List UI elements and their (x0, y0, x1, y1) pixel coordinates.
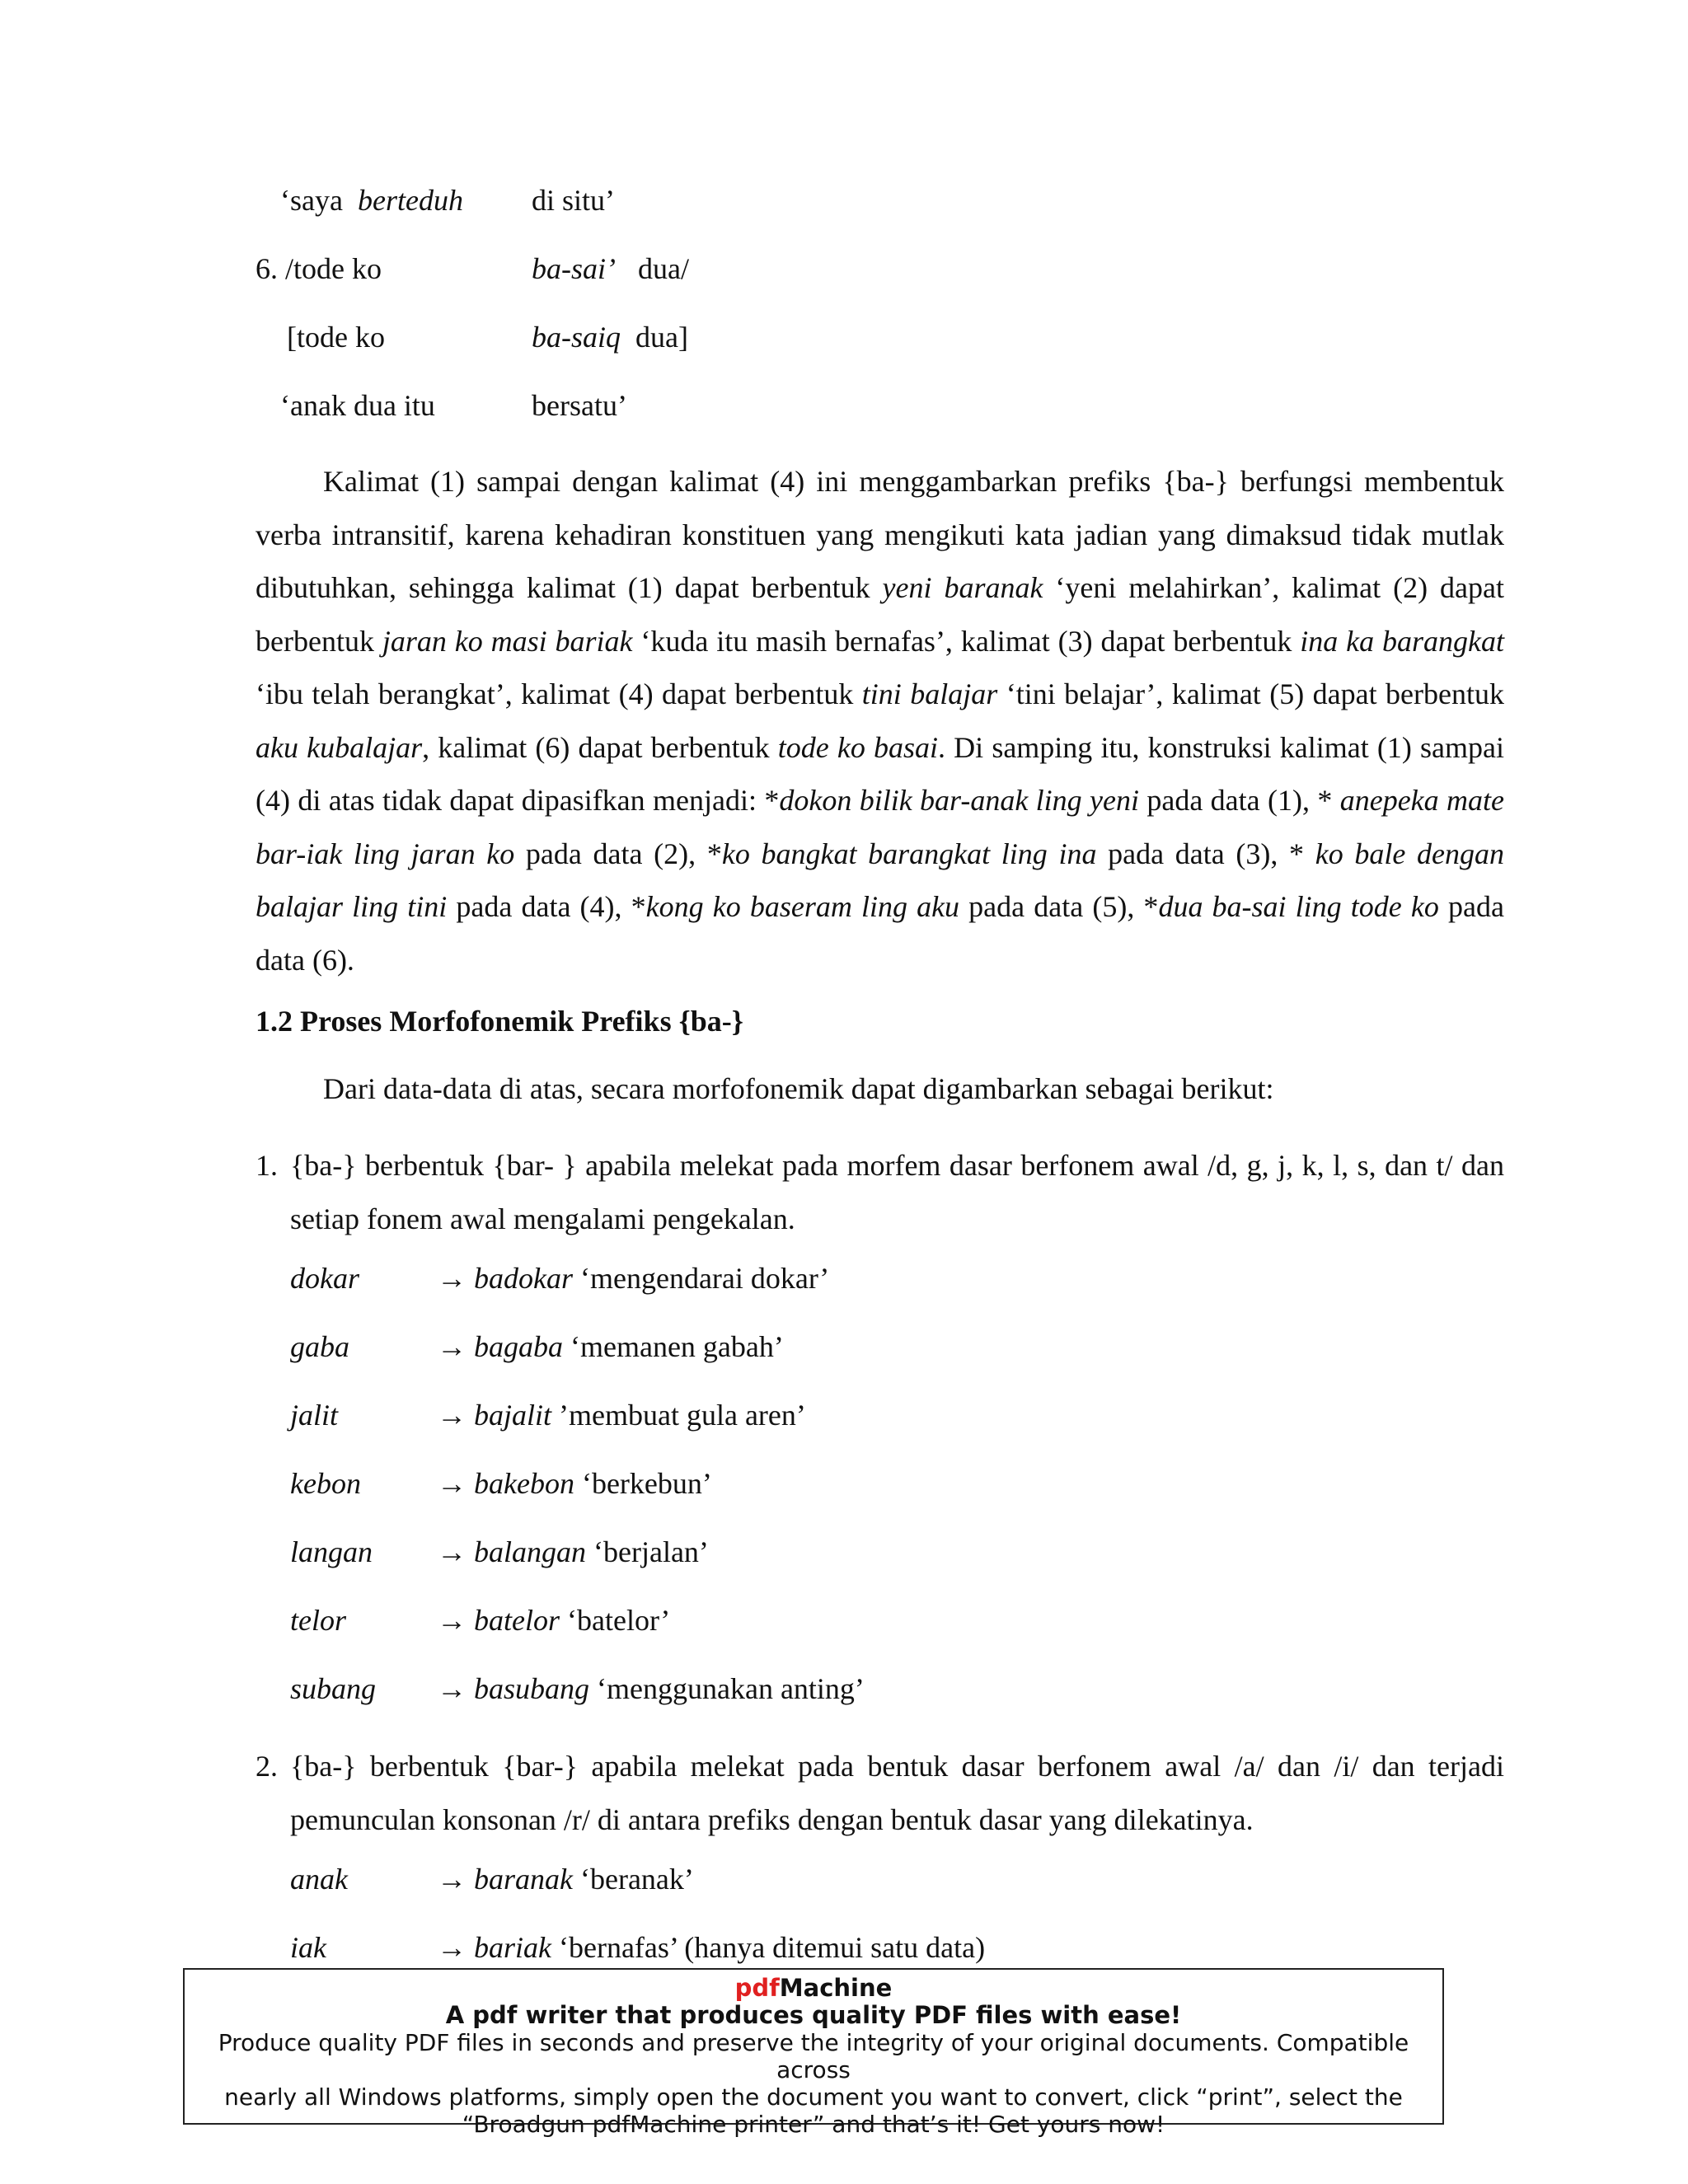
rule-1-example-derived: → batelor ‘batelor’ (437, 1604, 671, 1637)
section-intro: Dari data-data di atas, secara morfofonemik dapat digambarkan sebagai berikut: (323, 1072, 1274, 1105)
rule-1-example-base: gaba (290, 1330, 349, 1363)
example-line-6: 6. /tode ko (256, 252, 382, 285)
banner-line-1: Produce quality PDF files in seconds and preserve the integrity of your original documents. Compatible across (218, 2029, 1409, 2083)
rule-2-number: 2. (256, 1750, 278, 1783)
rule-1-example-derived: → balangan ‘berjalan’ (437, 1535, 709, 1568)
rule-1-example-derived: → bakebon ‘berkebun’ (437, 1467, 712, 1500)
rule-2-example-derived: → bariak ‘bernafas’ (hanya ditemui satu data) (437, 1931, 986, 1964)
example-line-6b: ba-sai’ dua/ (532, 252, 689, 285)
rule-1-example-derived: → bajalit ’membuat gula aren’ (437, 1399, 806, 1432)
example-line-phonetic: [tode ko (287, 321, 385, 354)
banner-brand: pdfMachine (734, 1974, 893, 2002)
rule-1-example-derived: → basubang ‘menggunakan anting’ (437, 1672, 865, 1705)
example-line-gloss-6b: bersatu’ (532, 389, 627, 422)
banner-tagline: A pdf writer that produces quality PDF files with ease! (445, 2001, 1182, 2029)
rule-1-example-derived: → bagaba ‘memanen gabah’ (437, 1330, 784, 1363)
rule-1-text: {ba-} berbentuk {bar- } apabila melekat pada morfem dasar berfonem awal /d, g, j, k, l, s, dan t/ dan setiap fonem awal mengalami pengekalan. (290, 1149, 1504, 1235)
rule-2-text: {ba-} berbentuk {bar-} apabila melekat pada bentuk dasar berfonem awal /a/ dan /i/ dan terjadi pemunculan konsonan /r/ di antara prefiks dengan bentuk dasar yang dilekatinya. (290, 1750, 1504, 1836)
rule-1-example-base: telor (290, 1604, 346, 1637)
rule-1-example-derived: → badokar ‘mengendarai dokar’ (437, 1262, 830, 1295)
rule-1-example-base: langan (290, 1535, 373, 1568)
body-paragraph: Kalimat (1) sampai dengan kalimat (4) ini menggambarkan prefiks {ba-} berfungsi membentuk verba intransitif, karena kehadiran konstituen yang mengikuti kata jadian yang dimaksud tidak mutlak dibutuhkan, sehingga kalimat (1) dapat berbentuk yeni baranak ‘yeni melahirkan’, kalimat (2) dapat berbentuk jaran ko masi bariak ‘kuda itu masih bernafas’, kalimat (3) dapat berbentuk ina ka barangkat ‘ibu telah berangkat’, kalimat (4) dapat berbentuk tini balajar ‘tini belajar’, kalimat (5) dapat berbentuk aku kubalajar, kalimat (6) dapat berbentuk tode ko basai. Di samping itu, konstruksi kalimat (1) sampai (4) di atas tidak dapat dipasifkan menjadi: *dokon bilik bar-anak ling yeni pada data (1), * anepeka mate bar-iak ling jaran ko pada data (2), *ko bangkat barangkat ling ina pada data (3), * ko bale dengan balajar ling tini pada data (4), *kong ko baseram ling aku pada data (5), *dua ba-sai ling tode ko pada data (6). (256, 465, 1504, 977)
rule-2-example-base: iak (290, 1931, 326, 1964)
rule-2 (256, 1740, 1504, 1846)
example-line-gloss-1b: di situ’ (532, 184, 616, 217)
rule-2-example-base: anak (290, 1863, 348, 1896)
example-line-gloss-6: ‘anak dua itu (280, 389, 435, 422)
banner-line-3: “Broadgun pdfMachine printer” and that’s it! Get yours now! (462, 2111, 1165, 2138)
example-line-phonetic-b: ba-saiq dua] (532, 321, 688, 354)
section-heading: 1.2 Proses Morfofonemik Prefiks {ba-} (256, 1005, 743, 1038)
rule-1-example-base: jalit (290, 1399, 339, 1432)
rule-1-example-base: kebon (290, 1467, 361, 1500)
example-line-gloss-1: ‘saya berteduh (280, 184, 463, 217)
rule-1-example-base: subang (290, 1672, 377, 1705)
rule-2-example-derived: → baranak ‘beranak’ (437, 1863, 694, 1896)
rule-1-example-base: dokar (290, 1262, 359, 1295)
rule-1-number: 1. (256, 1149, 278, 1182)
pdfmachine-banner (183, 1968, 1444, 2138)
rule-1 (256, 1139, 1504, 1245)
banner-line-2: nearly all Windows platforms, simply open the document you want to convert, click “print”, select the (224, 2083, 1403, 2111)
